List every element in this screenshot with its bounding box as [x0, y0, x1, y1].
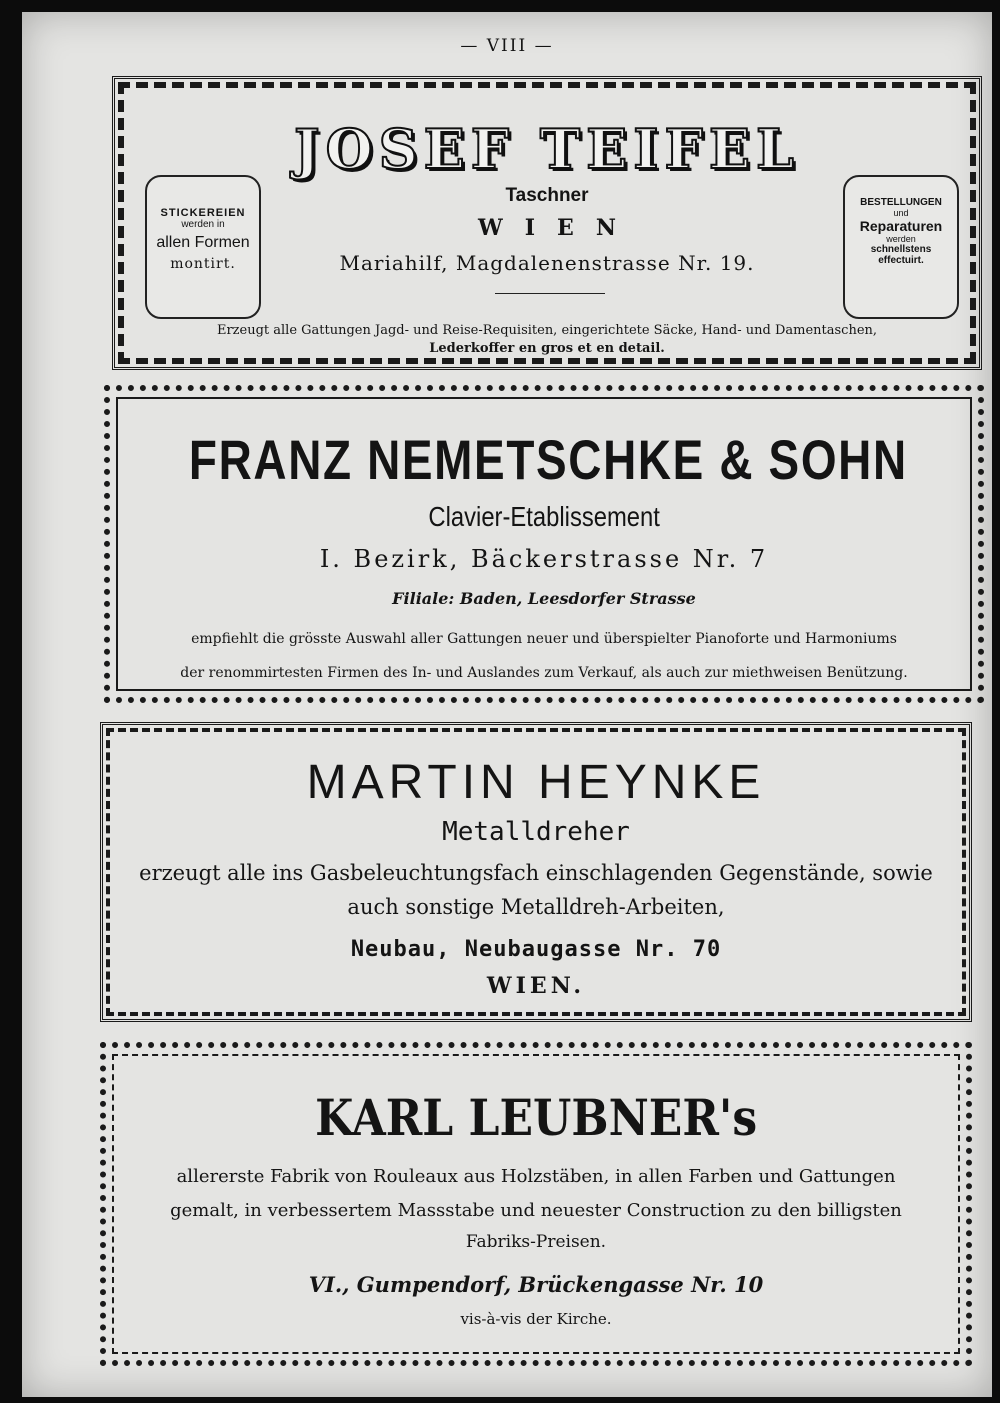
- ad-text-line: erzeugt alle ins Gasbeleuchtungsfach einschlagenden Gegenstände, sowie: [139, 861, 933, 885]
- side-box-line: werden in: [181, 219, 225, 230]
- side-box-left: [145, 175, 261, 319]
- side-box-line: und: [893, 208, 909, 218]
- ad-text-line: gemalt, in verbessertem Massstabe und neuester Construction zu den billigsten: [170, 1200, 902, 1221]
- ad-subtitle: Clavier-Etablissement: [428, 501, 660, 532]
- ad-text-line: der renommirtesten Firmen des In- und Auslandes zum Verkauf, als auch zur miethweisen Benützung.: [180, 665, 908, 681]
- ad-subtitle-wrap: [110, 501, 978, 533]
- page-number: — VIII —: [460, 36, 554, 56]
- ad-text-line: auch sonstige Metalldreh-Arbeiten,: [347, 895, 725, 919]
- ad-text-line: allererste Fabrik von Rouleaux aus Holzstäben, in allen Farben und Gattungen: [176, 1166, 896, 1187]
- side-box-line: effectuirt.: [878, 255, 924, 266]
- ad-branch: Filiale: Baden, Leesdorfer Strasse: [392, 589, 696, 608]
- ornament-divider: [495, 293, 605, 294]
- side-box-line: BESTELLUNGEN: [860, 197, 942, 208]
- ad-title: JOSEF TEIFEL: [294, 117, 800, 181]
- ad-trade: Metalldreher: [442, 817, 630, 847]
- ad-title-wrap: [106, 1088, 966, 1147]
- ad-text-line: empfiehlt die grösste Auswahl aller Gattungen neuer und überspielter Pianoforte und Harmoniums: [191, 631, 897, 647]
- ad-josef-teifel: [112, 76, 982, 370]
- side-box-line: montirt.: [170, 256, 236, 272]
- ad-address: Neubau, Neubaugasse Nr. 70: [350, 937, 722, 962]
- ad-title-wrap: [110, 427, 978, 492]
- ad-title: FRANZ NEMETSCHKE & SOHN: [188, 428, 908, 491]
- ad-text-line: Lederkoffer en gros et en detail.: [429, 341, 665, 356]
- ad-title: KARL LEUBNER's: [314, 1088, 758, 1147]
- side-box-right: [843, 175, 959, 319]
- side-box-line: schnellstens: [870, 244, 932, 255]
- ad-address: I. Bezirk, Bäckerstrasse Nr. 7: [319, 545, 769, 573]
- ad-trade: Taschner: [505, 185, 589, 206]
- page: [22, 12, 992, 1397]
- side-box-line: STICKEREIEN: [160, 207, 246, 219]
- ad-franz-nemetschke: [104, 385, 984, 703]
- ad-note: vis-à-vis der Kirche.: [460, 1310, 612, 1328]
- ad-city: WIEN: [478, 215, 638, 241]
- side-box-line: werden: [886, 234, 916, 244]
- ad-text-line: Fabriks-Preisen.: [465, 1232, 607, 1252]
- ad-karl-leubner: [100, 1042, 972, 1366]
- side-box-line: Reparaturen: [859, 218, 943, 234]
- side-box-line: allen Formen: [156, 234, 250, 251]
- ad-title: MARTIN HEYNKE: [306, 756, 766, 809]
- ad-city: WIEN.: [486, 973, 586, 999]
- ad-address: VI., Gumpendorf, Brückengasse Nr. 10: [308, 1272, 764, 1297]
- ad-text-line: Erzeugt alle Gattungen Jagd- und Reise-Requisiten, eingerichtete Säcke, Hand- und Damentaschen,: [216, 323, 878, 338]
- ad-martin-heynke: [100, 722, 972, 1022]
- ad-address: Mariahilf, Magdalenenstrasse Nr. 19.: [339, 251, 755, 275]
